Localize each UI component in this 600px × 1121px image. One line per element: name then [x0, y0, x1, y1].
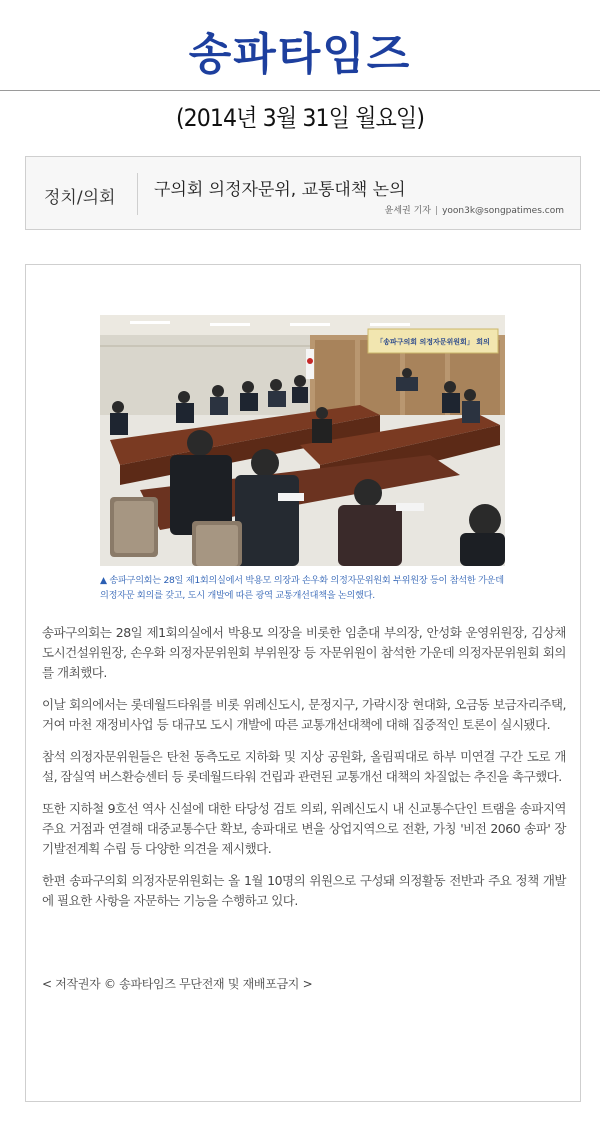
article-body [42, 623, 566, 923]
copyright-notice: < 저작권자 © 송파타임즈 무단전재 및 재배포금지 > [42, 977, 313, 991]
article-header [25, 156, 581, 230]
header-divider [137, 173, 138, 215]
paragraph-5: 한편 송파구의회 의정자문위원회는 올 1월 10명의 위원으로 구성돼 의정활동 전반과 주요 정책 개발에 필요한 사항을 자문하는 기능을 수행하고 있다. [42, 873, 566, 908]
article-body-container [25, 264, 581, 1102]
paragraph-2: 이날 회의에서는 롯데월드타워를 비롯 위례신도시, 문정지구, 가락시장 현대화, 오금동 보금자리주택, 거여 마천 재정비사업 등 대규모 도시 개발에 따른 교통개선대책에 대해 집중적인 토론이 실시됐다. [42, 697, 566, 732]
issue-date: (2014년 3월 31일 월요일) [175, 104, 425, 132]
meeting-room-illustration [100, 315, 505, 566]
section-label: 정치/의회 [44, 188, 116, 208]
paragraph-4: 또한 지하철 9호선 역사 신설에 대한 타당성 검토 의뢰, 위례신도시 내 신교통수단인 트램을 송파지역 주요 거점과 연결해 대중교통수단 확보, 송파대로 변을 상업지역으로 전환, 가칭 '비전 2060 송파' 장기발전계획 수립 등 다양한 의견을 제시했다. [42, 801, 566, 856]
paragraph-1: 송파구의회는 28일 제1회의실에서 박용모 의장을 비롯한 임춘대 부의장, 안성화 운영위원장, 김상채 도시건설위원장, 손우화 의정자문위원회 부위원장 등 자문위원이 참석한 가운데 의정자문위원회 회의를 개최했다. [42, 625, 566, 680]
reporter-name: 윤세권 기자 [384, 206, 432, 216]
reporter-email[interactable]: yoon3k@songpatimes.com [442, 206, 564, 216]
masthead [0, 0, 600, 90]
paragraph-3: 참석 의정자문위원들은 탄천 동측도로 지하화 및 지상 공원화, 올림픽대로 하부 미연결 구간 도로 개설, 잠실역 버스환승센터 등 롯데월드타워 건립과 관련된 교통개선 대책의 차질없는 추진을 촉구했다. [42, 749, 566, 784]
byline-separator: | [435, 206, 439, 216]
article-headline: 구의회 의정자문위, 교통대책 논의 [154, 180, 406, 200]
photo-caption: ▲ 송파구의회는 28일 제1회의실에서 박용모 의장과 손우화 의정자문위원회 부위원장 등이 참석한 가운데 의정자문 회의를 갖고, 도시 개발에 따른 광역 교통개선대책을 논의했다. [100, 575, 504, 601]
site-logo[interactable]: 송파타임즈 [188, 29, 412, 80]
masthead-divider [0, 90, 600, 91]
byline [385, 203, 564, 216]
photo-banner-text: 「송파구의회 의정자문위원회」 회의 [376, 338, 490, 346]
article-photo [100, 315, 505, 566]
